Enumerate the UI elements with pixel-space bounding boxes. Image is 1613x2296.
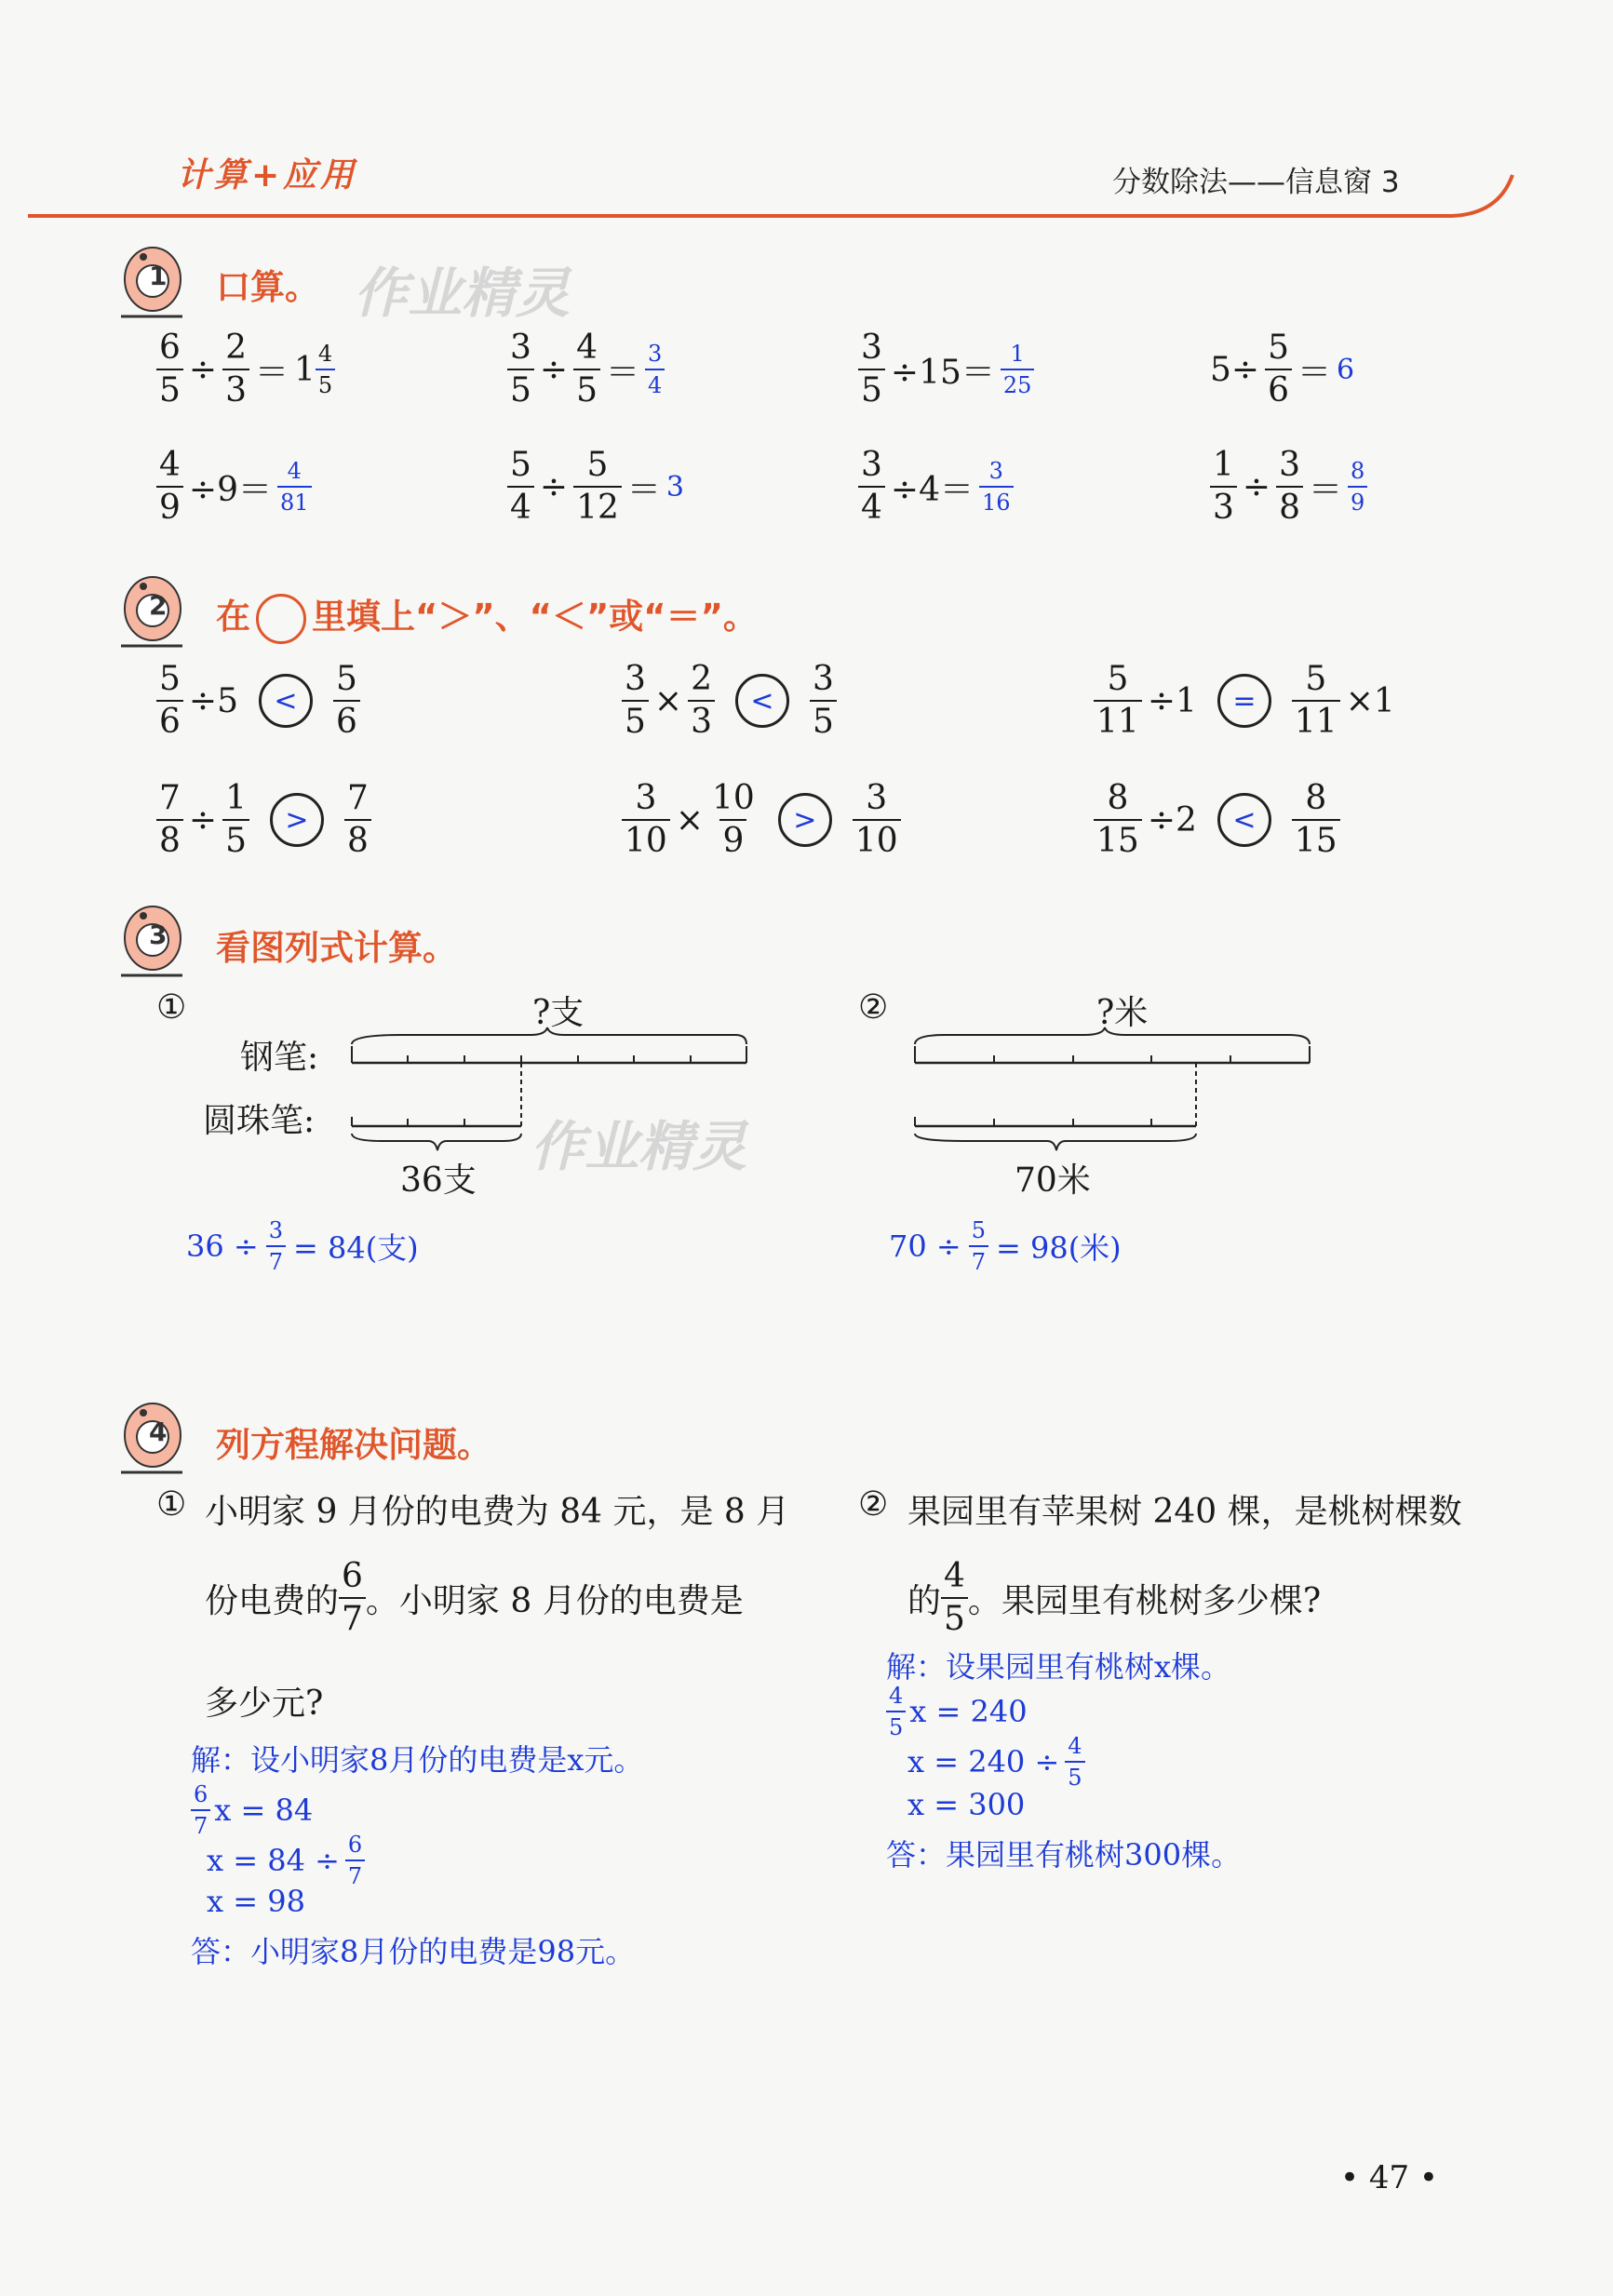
watermark-2: 作业精灵 xyxy=(531,1115,747,1178)
header-chapter: 分数除法——信息窗 3 xyxy=(1112,166,1400,199)
compare-3: $\frac{5}{11}$ ÷1 = $\frac{5}{11}$ ×1 xyxy=(1094,663,1395,739)
diagram2-answer: 70 ÷ $\frac{5}{7}$ = 98(米) xyxy=(889,1217,1122,1275)
diagram1-row1-label: 钢笔: xyxy=(240,1039,319,1077)
header-title: 计算+应用 xyxy=(177,156,358,195)
compare-2: $\frac{3}{5}$ × $\frac{2}{3}$ < $\frac{3}{5}$ xyxy=(622,663,837,739)
compare-answer: < xyxy=(735,674,789,728)
compare-answer: > xyxy=(270,793,324,847)
oral-problem-5: $\frac{4}{9}$ ÷9＝ $\frac{4}{81}$ xyxy=(156,449,312,525)
section2-number: 2 xyxy=(149,590,168,621)
problem1-line3: 多少元? xyxy=(205,1685,324,1723)
compare-answer: = xyxy=(1217,674,1271,728)
compare-4: $\frac{7}{8}$ ÷ $\frac{1}{5}$ > $\frac{7}{8}$ xyxy=(156,782,371,858)
diagram2-bars xyxy=(907,1024,1317,1163)
diagram2-top-label: ?米 xyxy=(1096,994,1149,1032)
diagram1-row2-label: 圆珠笔: xyxy=(203,1102,316,1140)
section3-number: 3 xyxy=(149,920,168,950)
compare-answer: > xyxy=(778,793,832,847)
problem2-solution-let: 解：设果园里有桃树x棵。 xyxy=(886,1649,1231,1685)
compare-answer: < xyxy=(1217,793,1271,847)
problem1-eq3: x = 98 xyxy=(207,1884,305,1919)
section4-number: 4 xyxy=(149,1417,168,1447)
problem1-line2: 份电费的 $\frac{6}{7}$ 。小明家 8 月份的电费是 xyxy=(205,1557,744,1638)
page-number: • 47 • xyxy=(1340,2159,1438,2196)
problem2-marker: ② xyxy=(858,1485,889,1524)
problem2-eq3: x = 300 xyxy=(907,1787,1026,1822)
oral-problem-8: $\frac{1}{3}$ ÷ $\frac{3}{8}$ ＝ $\frac{8}{9}$ xyxy=(1210,449,1367,525)
compare-6: $\frac{8}{15}$ ÷2 < $\frac{8}{15}$ xyxy=(1094,782,1340,858)
oral-problem-4: 5÷ $\frac{5}{6}$ ＝ 6 xyxy=(1210,329,1355,410)
oral-problem-7: $\frac{3}{4}$ ÷4＝ $\frac{3}{16}$ xyxy=(858,449,1014,525)
diagram1-bottom-label: 36支 xyxy=(400,1161,477,1200)
oral-problem-6: $\frac{5}{4}$ ÷ $\frac{5}{12}$ ＝ 3 xyxy=(507,449,684,525)
oral-problem-3: $\frac{3}{5}$ ÷15＝ $\frac{1}{25}$ xyxy=(858,331,1034,408)
watermark-1: 作业精灵 xyxy=(354,262,571,325)
problem1-solution-let: 解：设小明家8月份的电费是x元。 xyxy=(191,1742,644,1778)
section4-title: 列方程解决问题。 xyxy=(216,1425,491,1465)
oral-problem-1: $\frac{6}{5}$ ÷ $\frac{2}{3}$ ＝ 1 $\frac{4}{5}$ xyxy=(156,331,335,408)
diagram2-bottom-label: 70米 xyxy=(1015,1161,1091,1200)
header-rule xyxy=(0,168,1613,233)
section1-number: 1 xyxy=(149,261,168,291)
diagram1-answer: 36 ÷ $\frac{3}{7}$ = 84(支) xyxy=(186,1217,419,1275)
problem2-eq1: $\frac{4}{5}$ x = 240 xyxy=(886,1685,1028,1739)
problem1-answer: 答：小明家8月份的电费是98元。 xyxy=(191,1934,636,1969)
compare-5: $\frac{3}{10}$ × $\frac{10}{9}$ > $\frac{3}{10}$ xyxy=(622,782,901,858)
problem1-eq2: x = 84 ÷ $\frac{6}{7}$ xyxy=(207,1833,365,1887)
diagram2-marker: ② xyxy=(858,988,889,1027)
blank-circle-icon xyxy=(256,594,306,644)
problem1-line1: 小明家 9 月份的电费为 84 元，是 8 月 xyxy=(205,1493,790,1531)
diagram1-bars xyxy=(344,1024,754,1163)
problem2-line1: 果园里有苹果树 240 棵，是桃树棵数 xyxy=(907,1493,1462,1531)
problem2-eq2: x = 240 ÷ $\frac{4}{5}$ xyxy=(907,1735,1085,1789)
problem1-eq1: $\frac{6}{7}$ x = 84 xyxy=(191,1783,313,1837)
section1-title: 口算。 xyxy=(216,267,319,307)
problem2-answer: 答：果园里有桃树300棵。 xyxy=(886,1837,1242,1873)
oral-problem-2: $\frac{3}{5}$ ÷ $\frac{4}{5}$ ＝ $\frac{3}{4}$ xyxy=(507,331,665,408)
compare-1: $\frac{5}{6}$ ÷5 < $\frac{5}{6}$ xyxy=(156,663,360,739)
problem1-marker: ① xyxy=(156,1485,187,1524)
problem2-line2: 的 $\frac{4}{5}$ 。果园里有桃树多少棵? xyxy=(907,1557,1322,1638)
section3-title: 看图列式计算。 xyxy=(216,928,457,968)
diagram1-top-label: ?支 xyxy=(532,994,585,1032)
compare-answer: < xyxy=(259,674,313,728)
section2-title: 在 里填上“＞”、“＜”或“＝”。 xyxy=(216,588,758,644)
diagram1-marker: ① xyxy=(156,988,187,1027)
